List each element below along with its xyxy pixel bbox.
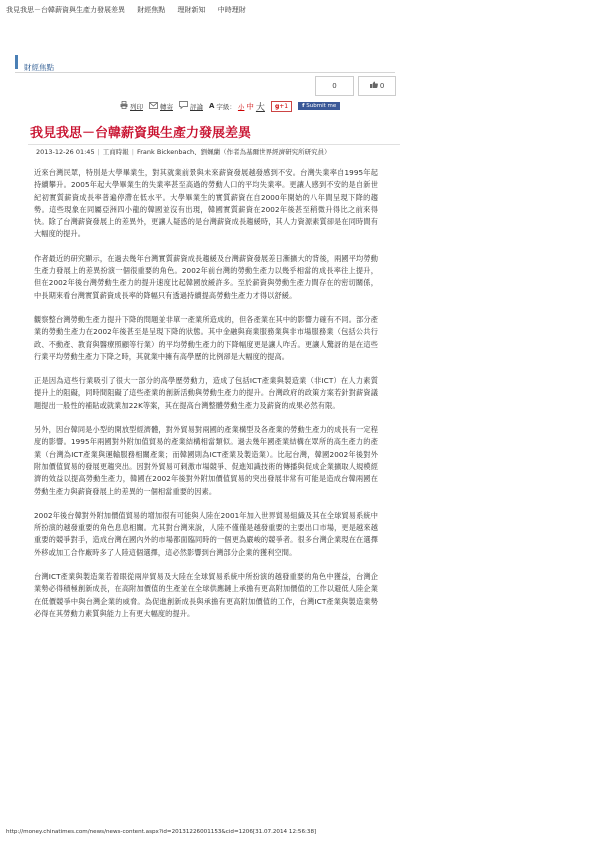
article-meta bbox=[36, 147, 331, 156]
article-body bbox=[34, 167, 378, 632]
meta-separator: | bbox=[131, 148, 134, 156]
nav-link-finance-news[interactable]: 理財新知 bbox=[177, 6, 206, 14]
comment-icon bbox=[179, 101, 188, 111]
article-toolbar bbox=[120, 100, 340, 112]
section-label[interactable]: 財經焦點 bbox=[24, 63, 54, 72]
google-plus-button[interactable] bbox=[271, 101, 292, 112]
font-size-control bbox=[209, 100, 265, 113]
top-nav bbox=[6, 5, 256, 15]
share-count-box[interactable] bbox=[315, 76, 354, 96]
site-title: 我見我思－台韓薪資與生產力發展差異 bbox=[6, 6, 125, 14]
article-paragraph: 觀察整台灣勞動生產力提升下降的問題並非單一產業所造成的，但各產業在其中的影響力確有不同。部分產業的勞動生產力在2002年後甚至是呈現下降的狀態。其中金融與商業服務業與非市場服務業（包括公共行政、不動產、教育與醫療照顧等行業）的平均勞動生產力的下降幅度更是讓人咋舌。更讓人驚訝的是在這些行業平均勞動生產力下降之時，其就業中擁有高學歷的比例卻是大幅度的提高。 bbox=[34, 314, 378, 361]
article-paragraph: 近來台灣民眾，特別是大學畢業生，對其就業前景與未來薪資發展越發感到不安。台灣失業率自1995年起持續攀升。2005年起大學畢業生的失業率甚至高過的勞動人口的平均失業率。更讓人感到不安的是自新世紀初實質薪資成長率普遍停滯在低水平。大學畢業生的實質薪資在自2000年開始的八年間呈現下降的趨勢。這些現象在同屬亞洲四小龍的韓國並沒有出現，韓國實質薪資在2002年後甚至稍微升得比之前來得快。除了台灣薪資發展上的差異外，更讓人疑惑的是台灣薪資成長趨緩時，其人力資源素質卻是在同時間有大幅度的提升。 bbox=[34, 168, 378, 239]
google-plus-icon: g bbox=[274, 102, 280, 110]
article-paragraph: 台灣ICT產業與製造業若着眼從兩岸貿易及大陸在全球貿易系統中所扮演的越發重要的角色中獲益，台灣企業勢必得積極創新成長，在高附加價值的生產並在全球供應鏈上承擔有更高附加價值的工作以避低人陸企業在低價競爭中與台灣企業的威脅。為促進創新成長與承擔有更高附加價值的工作，台灣ICT產業與製造業勢必得在其勞動力素質與能力上有更大幅度的提升。 bbox=[34, 572, 378, 618]
print-button[interactable] bbox=[120, 101, 143, 111]
facebook-share-button[interactable] bbox=[298, 102, 340, 110]
nav-link-chinatimes-finance[interactable]: 中時理財 bbox=[217, 6, 246, 14]
print-footer-url: http://money.chinatimes.com/news/news-content.aspx?id=20131226001153&cid=1206[31.07.2014 12:56:38] bbox=[6, 829, 317, 835]
google-plus-label: +1 bbox=[279, 102, 289, 110]
like-button[interactable] bbox=[358, 76, 396, 96]
comment-label: 評論 bbox=[190, 102, 203, 111]
font-size-icon: A bbox=[209, 102, 215, 110]
article-paragraph: 正是因為這些行業吸引了很大一部分的高學歷勞動力，造成了包括ICT產業與製造業（非ICT）在人力素質提升上的阻礙，同時間阻礙了這些產業的創新活動與勞動生產力的提升。台灣政府的政策方案若針對薪資議題提出一般性的補貼或就業加22K等案，其在提高台灣整體勞動生產力及薪資的成果必然有限。 bbox=[34, 376, 378, 410]
thumbs-up-icon bbox=[370, 77, 378, 95]
font-size-large[interactable]: 大 bbox=[255, 102, 265, 113]
font-size-label: 字級： bbox=[216, 102, 236, 111]
article-paragraph: 作者最近的研究顯示，在過去幾年台灣實質薪資成長趨緩及台灣薪資發展差日漸擴大的背後，兩國平均勞動生產力發展上的差異扮演一個很重要的角色。2002年前台灣的勞動生產力以幾乎相當的成長率往上提升，但在2002年後台灣勞動生產力的提升速度比起韓國放緩許多。至於薪資與勞動生產力間存在的密切關係，中長期來看台灣實質薪資成長率的降幅只有透過持續提高勞動生產力才得以舒緩。 bbox=[34, 253, 378, 300]
meta-divider bbox=[28, 144, 400, 145]
article-paragraph: 另外，因台韓同是小型的開放型經濟體，對外貿易對兩國的產業構型及各產業的勞動生產力的成長有一定程度的影響。1995年兩國對外附加值貿易的產業結構相當類似。過去幾年國產業結構在眾所的高生產力的產業（台灣為ICT產業與運輸服務相關產業；而韓國則為ICT產業及製造業）。比起台灣，韓國2002年後對外附加價值貿易的發展更趨突出。因對外貿易可刺激市場競爭、促進知識技術的傳播與促成企業擴取人規模經濟的效益以提高勞動生產力，韓國在2002年後對外附加價值貿易的突出發展非常有可能是造成台韓兩國在勞動生產力與薪資發展上的差異的一個相當重要的因素。 bbox=[34, 425, 378, 496]
print-label: 列印 bbox=[130, 102, 143, 111]
font-size-medium[interactable]: 中 bbox=[246, 101, 254, 111]
like-count: 0 bbox=[379, 82, 385, 90]
forward-label: 轉寄 bbox=[160, 102, 173, 111]
facebook-icon: f bbox=[302, 103, 305, 109]
print-icon bbox=[120, 101, 128, 111]
article-date: 2013-12-26 01:45 bbox=[36, 148, 95, 156]
article-paragraph: 2002年後台韓對外附加價值貿易的增加很有可能與人陸在2001年加入世界貿易組織及其在全球貿易系統中所扮演的越發重要的角色息息相關。尤其對台灣來說，人陸不僅僅是越發重要的主要出口市場，更是越來越重要的競爭對手，造成台灣在國內外的市場都面臨同時的一個更為嚴峻的競爭者。很多台灣企業現在在選擇外移或加工合作廠時多了人陸這個選擇，這必然影響到台灣部分企業的獲利空間。 bbox=[34, 510, 378, 557]
nav-link-finance-focus[interactable]: 財經焦點 bbox=[137, 6, 166, 14]
share-count: 0 bbox=[332, 82, 337, 90]
article-title: 我見我思－台韓薪資與生產力發展差異 bbox=[30, 126, 252, 141]
article-source: 工商時報 bbox=[102, 148, 129, 156]
article-author: Frank Bickenbach、劉姵蘭（作者為基爾世界經濟研究所研究員） bbox=[136, 148, 331, 156]
mail-icon bbox=[149, 102, 158, 111]
facebook-label: Submit me bbox=[306, 103, 337, 109]
meta-separator: | bbox=[97, 148, 100, 156]
section-header bbox=[15, 55, 404, 72]
section-divider bbox=[15, 72, 395, 73]
comment-button[interactable] bbox=[179, 101, 203, 111]
font-size-small[interactable]: 小 bbox=[237, 102, 245, 111]
forward-button[interactable] bbox=[149, 102, 173, 111]
